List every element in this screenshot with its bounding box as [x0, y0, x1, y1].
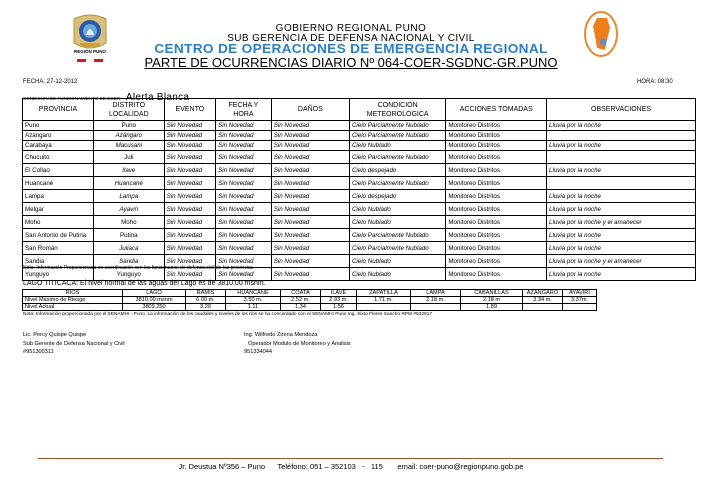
lake-col-header: ZAPATILLA — [357, 290, 411, 297]
table-row — [23, 121, 696, 131]
table-cell: Monitoreo Distritos — [446, 255, 547, 268]
table-cell: Sin Novedad — [271, 190, 349, 203]
table-cell: Sin Novedad — [271, 177, 349, 190]
table-cell: Cielo Nublado — [349, 203, 445, 216]
table-cell: Sin Novedad — [164, 164, 215, 177]
table-cell: Lluvia por la noche y el amanecer — [547, 216, 696, 229]
col-header-distrito: DISTRITO LOCALIDAD — [93, 99, 164, 121]
table-cell: Lampa — [93, 190, 164, 203]
table-cell — [547, 177, 696, 190]
table-cell: Cielo Parcialmente Nublado — [349, 151, 445, 164]
table-cell: Cielo Nublado — [349, 255, 445, 268]
table-cell: Lluvia por la noche — [547, 203, 696, 216]
table-cell: Lluvia por la noche — [547, 242, 696, 255]
col-header-acciones: ACCIONES TOMADAS — [446, 99, 547, 121]
table-row — [23, 190, 696, 203]
logo-caption: REGIÓN PUNO — [73, 49, 106, 54]
report-title: PARTE DE OCURRENCIAS DIARIO Nº 064-COER-SGDNC-GR.PUNO — [144, 55, 558, 70]
table-cell: Sin Novedad — [271, 131, 349, 141]
table-cell: Cielo Nublado — [349, 268, 445, 281]
table-cell: Sin Novedad — [216, 131, 272, 141]
hora-label: HORA: 08:30 — [637, 79, 673, 85]
table-cell: Sin Novedad — [216, 242, 272, 255]
table-cell — [547, 151, 696, 164]
table-cell: Sin Novedad — [216, 268, 272, 281]
table-cell: Moho — [93, 216, 164, 229]
table-cell: Sin Novedad — [271, 151, 349, 164]
table-cell: Sin Novedad — [216, 141, 272, 151]
table-cell: Sin Novedad — [164, 190, 215, 203]
lake-col-header: LAGO — [123, 290, 186, 297]
lake-col-header: ILAVE — [321, 290, 357, 297]
table-cell: Lluvia por la noche — [547, 268, 696, 281]
table-cell: Moho — [23, 216, 94, 229]
lake-cell: 3810.00 msnm — [123, 297, 186, 304]
lake-col-header: LAMPA — [411, 290, 461, 297]
lake-cell: 2.93 m. — [321, 297, 357, 304]
table-cell: Lluvia por la noche — [547, 121, 696, 131]
table-cell: Huancané — [93, 177, 164, 190]
lake-cell: 1.34 — [281, 304, 321, 311]
table-cell: Cielo Parcialmente Nublado — [349, 131, 445, 141]
lake-cell — [357, 304, 411, 311]
col-header-condicion: CONDICION METEOROLOGICA — [349, 99, 445, 121]
occurrences-table — [22, 98, 696, 281]
table-cell: Sin Novedad — [216, 164, 272, 177]
table-row — [23, 131, 696, 141]
table-cell: Azangaro — [23, 131, 94, 141]
lake-cell: 2.52 m. — [281, 297, 321, 304]
table-cell: Sin Novedad — [164, 268, 215, 281]
table-cell: Sin Novedad — [271, 203, 349, 216]
lake-cell: 3.50 m. — [226, 297, 281, 304]
signature-phone: #951300311 — [23, 349, 54, 355]
lake-cell: Nivel Actual — [23, 304, 123, 311]
table-cell: Cielo despejado — [349, 190, 445, 203]
header-line-subgerencia: SUB GERENCIA DE DEFENSA NACIONAL Y CIVIL — [227, 33, 475, 44]
table-cell: Sin Novedad — [216, 216, 272, 229]
table-cell: Juli — [93, 151, 164, 164]
table-cell: Yunguyo — [93, 268, 164, 281]
lake-cell: 3.20 — [186, 304, 226, 311]
table-cell: Putina — [93, 229, 164, 242]
table-cell: Chucuito — [23, 151, 94, 164]
condicion-value: Alerta Blanca — [125, 92, 190, 103]
table-cell: Sin Novedad — [271, 141, 349, 151]
lake-note: Nota: Información proporcionada por el SENAMHI - Puno. La información de los caudales y niveles de los ríos se ha concordado con el SENAMHI Puno Ing. Sixto Flores Sancho RPM #532917 — [23, 312, 433, 317]
table-cell: Sandia — [23, 255, 94, 268]
lake-cell — [523, 304, 563, 311]
lake-cell: 1.11 — [226, 304, 281, 311]
table-cell: Lluvia por la noche — [547, 164, 696, 177]
table-row — [23, 141, 696, 151]
col-header-observaciones: OBSERVACIONES — [547, 99, 696, 121]
lake-cell: Nivel Máximo de Riesgo — [23, 297, 123, 304]
table-cell: Monitoreo Distritos — [446, 216, 547, 229]
lake-col-header: RAMIS — [186, 290, 226, 297]
table-cell: Monitoreo Distritos — [446, 121, 547, 131]
table-row — [23, 203, 696, 216]
table-cell: Puno — [93, 121, 164, 131]
table-cell: Ayaviri — [93, 203, 164, 216]
table-cell: El Collao — [23, 164, 94, 177]
lake-cell: 6.00 m. — [186, 297, 226, 304]
table-cell: Monitoreo Distritos — [446, 242, 547, 255]
table-cell: Sin Novedad — [216, 229, 272, 242]
table-cell: Cielo Parcialmente Nublado — [349, 242, 445, 255]
lake-col-header: AYAVIRI — [563, 290, 597, 297]
table-cell: Monitoreo Distritos — [446, 190, 547, 203]
table-cell: Melgar — [23, 203, 94, 216]
lake-col-header: COATA — [281, 290, 321, 297]
table-cell: Sin Novedad — [271, 255, 349, 268]
table-cell: Sin Novedad — [164, 177, 215, 190]
footer-email[interactable]: email: coer-puno@regionpuno.gob.pe — [397, 462, 524, 471]
lake-title: LAGO TITICACA: El nivel normal de las aguas del Lago es de 3810.00 msnm. — [23, 280, 266, 287]
table-cell — [547, 131, 696, 141]
table-cell: Sin Novedad — [216, 203, 272, 216]
signature-block-2 — [244, 331, 351, 357]
fecha-label: FECHA: 27-12-2012 — [23, 79, 78, 85]
table-header-row — [23, 99, 696, 121]
table-cell: Cielo Nublado — [349, 216, 445, 229]
table-cell: Sin Novedad — [271, 268, 349, 281]
lake-cell: 1.89 — [461, 304, 523, 311]
table-row — [23, 216, 696, 229]
table-cell: Macusani — [93, 141, 164, 151]
table-cell: Juliaca — [93, 242, 164, 255]
lake-cell: 3.34 m. — [523, 297, 563, 304]
table-cell: Sin Novedad — [164, 203, 215, 216]
table-cell: Sin Novedad — [216, 255, 272, 268]
table-cell: Sin Novedad — [164, 151, 215, 164]
lake-header-row — [23, 290, 597, 297]
table-cell: Sin Novedad — [164, 229, 215, 242]
table-cell: Sin Novedad — [216, 151, 272, 164]
lake-col-header: HUANCANE — [226, 290, 281, 297]
table-cell: Sandia — [93, 255, 164, 268]
table-cell: Huancané — [23, 177, 94, 190]
header-line-coer: CENTRO DE OPERACIONES DE EMERGENCIA REGIONAL — [154, 41, 548, 56]
table-cell: Sin Novedad — [271, 121, 349, 131]
table-cell: Monitoreo Distritos — [446, 229, 547, 242]
table-cell: San Román — [23, 242, 94, 255]
lake-cell — [563, 304, 597, 311]
footer-phone: Teléfono: 051 – 352103 - 115 — [277, 462, 383, 471]
footer-address: Jr. Deustua Nº356 – Puno — [178, 462, 266, 471]
table-cell: Lluvia por la noche y el amanecer — [547, 255, 696, 268]
table-cell: Sin Novedad — [164, 141, 215, 151]
table-note: Nota: Información Proporcionada en coordinación con los funcionarios de defensa civil de las provincias. — [23, 265, 255, 271]
table-cell: Sin Novedad — [164, 242, 215, 255]
lake-row — [23, 297, 597, 304]
table-cell: Sin Novedad — [164, 121, 215, 131]
col-header-danos: DAÑOS — [271, 99, 349, 121]
condicion-label: CONDICION DE FUNCIONAMIENTO DE COER: — [23, 96, 122, 101]
lake-cell: 3.37m. — [563, 297, 597, 304]
table-row — [23, 242, 696, 255]
lake-cell: 2.18 m — [461, 297, 523, 304]
table-cell: Sin Novedad — [216, 177, 272, 190]
table-cell: Monitoreo Distritos — [446, 151, 547, 164]
footer-divider — [38, 458, 663, 459]
table-cell: Carabaya — [23, 141, 94, 151]
table-cell: Sin Novedad — [271, 229, 349, 242]
table-row — [23, 177, 696, 190]
lake-cell: 3809.250 — [123, 304, 186, 311]
lake-col-header: RIOS — [23, 290, 123, 297]
table-cell: Yunguyo — [23, 268, 94, 281]
table-row — [23, 229, 696, 242]
table-cell: Monitoreo Distritos — [446, 177, 547, 190]
table-cell: Cielo Parcialmente Nublado — [349, 229, 445, 242]
lake-cell: 2.18 m. — [411, 297, 461, 304]
table-cell: Lluvia por la noche — [547, 190, 696, 203]
signature-role: Sub Gerente de Defensa Nacional y Civil — [23, 340, 125, 347]
table-cell: Cielo despejado — [349, 164, 445, 177]
table-cell: Puno — [23, 121, 94, 131]
signature-block-1 — [23, 331, 125, 357]
lake-col-header: AZANGARO — [523, 290, 563, 297]
col-header-fecha-hora: FECHA Y HORA — [216, 99, 272, 121]
signature-role: Operador Modulo de Monitoreo y Analisis — [248, 340, 351, 347]
table-cell: Monitoreo Distritos — [446, 203, 547, 216]
table-cell: Cielo Nublado — [349, 141, 445, 151]
table-cell: Lluvia por la noche — [547, 229, 696, 242]
lake-col-header: CABANILLAS — [461, 290, 523, 297]
table-cell: Ilave — [93, 164, 164, 177]
col-header-evento: EVENTO — [164, 99, 215, 121]
lake-cell — [411, 304, 461, 311]
lake-cell: 1.71 m. — [357, 297, 411, 304]
lake-row — [23, 304, 597, 311]
table-cell: Sin Novedad — [271, 164, 349, 177]
signature-name: Lic. Percy Quispe Quispe — [23, 332, 87, 338]
table-cell: Monitoreo Distritos — [446, 164, 547, 177]
table-cell: Monitoreo Distritos — [446, 131, 547, 141]
table-cell: Azángaro — [93, 131, 164, 141]
signature-name: Ing. Wilfredo Zirena Mendoza — [244, 332, 318, 338]
lake-cell: 1.56 — [321, 304, 357, 311]
header-line-gobierno: GOBIERNO REGIONAL PUNO — [275, 23, 427, 34]
table-cell: Cielo Parcialmente Nublado — [349, 177, 445, 190]
table-cell: Sin Novedad — [164, 131, 215, 141]
signature-phone: 951334044 — [244, 349, 272, 355]
table-cell: Sin Novedad — [216, 121, 272, 131]
table-row — [23, 151, 696, 164]
lake-levels-table — [22, 289, 597, 311]
footer — [0, 462, 702, 471]
table-cell: Monitoreo Distritos — [446, 268, 547, 281]
table-cell: Sin Novedad — [271, 242, 349, 255]
table-row — [23, 164, 696, 177]
table-cell: Sin Novedad — [216, 190, 272, 203]
table-cell: Sin Novedad — [164, 255, 215, 268]
table-cell: San Antonio de Putina — [23, 229, 94, 242]
table-cell: Cielo Parcialmente Nublado — [349, 121, 445, 131]
col-header-provincia: PROVINCIA — [23, 99, 94, 121]
table-cell: Monitoreo Distritos — [446, 141, 547, 151]
table-cell: Lluvia por la noche — [547, 141, 696, 151]
table-cell: Lampa — [23, 190, 94, 203]
table-cell: Sin Novedad — [164, 216, 215, 229]
table-cell: Sin Novedad — [271, 216, 349, 229]
